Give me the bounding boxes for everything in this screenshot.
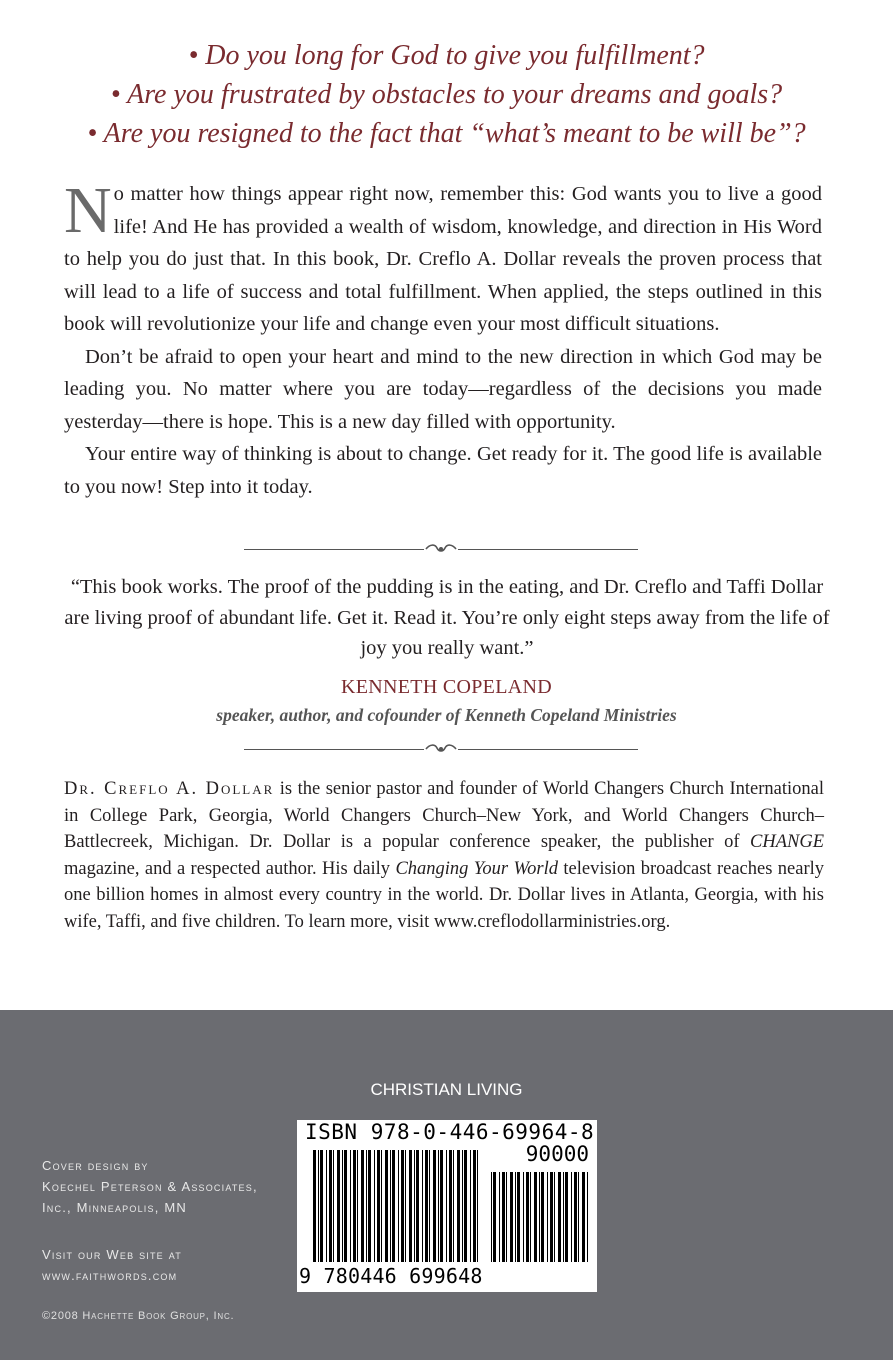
- endorsement-quote: “This book works. The proof of the pudding is in the eating, and Dr. Creflo and Taffi Dollar are living proof of abundant life. Get it. Read it. You’re only eight steps away from the life of joy you really want.”: [64, 576, 830, 659]
- broadcast-title: Changing Your World: [395, 858, 559, 879]
- website-credit: [42, 1244, 182, 1286]
- ean-digits: 9 780446 699648: [299, 1264, 483, 1288]
- teaser-question: • Are you resigned to the fact that “what’s meant to be will be”?: [87, 118, 806, 149]
- author-bio: [64, 776, 824, 935]
- endorser-name: KENNETH COPELAND: [341, 676, 552, 698]
- description-paragraph: Don’t be afraid to open your heart and mind to the new direction in which God may be leading you. No matter where you are today—regardless of the decisions you made yesterday—there is hope. This is a new day filled with opportunity.: [64, 345, 822, 433]
- credit-line: Cover design by: [42, 1158, 149, 1173]
- bio-text: is the senior pastor and founder of World Changers Church International in College Park, Georgia, World Changers Church–New York, and World Changers Church–Battlecreek, Michigan. Dr. Dollar is a popular conference speaker, the publisher of: [64, 779, 824, 852]
- bio-text: television broadcast reaches nearly one billion homes in almost every country in the world. Dr. Dollar lives in Atlanta, Georgia, with his wife, Taffi, and five children. To learn more, visit www.creflodollarministries.org.: [64, 858, 824, 932]
- teaser-question: • Are you frustrated by obstacles to your dreams and goals?: [110, 79, 783, 110]
- copyright-notice: ©2008 Hachette Book Group, Inc.: [42, 1310, 235, 1322]
- category-label: CHRISTIAN LIVING: [370, 1080, 523, 1099]
- book-description: [64, 174, 822, 503]
- ornamental-divider: [244, 543, 638, 555]
- credit-line: Koechel Peterson & Associates,: [42, 1179, 258, 1194]
- price-code: 90000: [525, 1142, 589, 1166]
- cover-design-credit: [42, 1155, 258, 1218]
- teaser-questions: [0, 36, 893, 153]
- author-name: Dr. Creflo A. Dollar: [64, 779, 275, 799]
- isbn-barcode: [297, 1120, 597, 1292]
- description-paragraph: Your entire way of thinking is about to change. Get ready for it. The good life is available to you now! Step into it today.: [64, 443, 822, 498]
- magazine-title: CHANGE: [750, 832, 824, 852]
- drop-cap: N: [64, 174, 112, 247]
- credit-line: Visit our Web site at: [42, 1247, 182, 1262]
- credit-line: Inc., Minneapolis, MN: [42, 1200, 187, 1215]
- teaser-question: • Do you long for God to give you fulfillment?: [188, 40, 705, 71]
- isbn-number: ISBN 978-0-446-69964-8: [305, 1120, 595, 1144]
- website-url: www.faithwords.com: [42, 1268, 178, 1283]
- flourish-icon: [424, 543, 458, 555]
- endorser-role: speaker, author, and cofounder of Kenneth Copeland Ministries: [216, 705, 677, 725]
- bio-text: magazine, and a respected author. His daily: [64, 858, 396, 879]
- description-paragraph: [64, 174, 822, 341]
- description-paragraph-1-text: o matter how things appear right now, remember this: God wants you to live a good life! And He has provided a wealth of wisdom, knowledge, and direction in His Word to help you do just that. In this book, Dr. Creflo A. Dollar reveals the proven process that will lead to a life of success and total fulfillment. When applied, the steps outlined in this book will revolutionize your life and change even your most difficult situations.: [64, 183, 822, 335]
- ornamental-divider: [244, 743, 638, 755]
- flourish-icon: [424, 743, 458, 755]
